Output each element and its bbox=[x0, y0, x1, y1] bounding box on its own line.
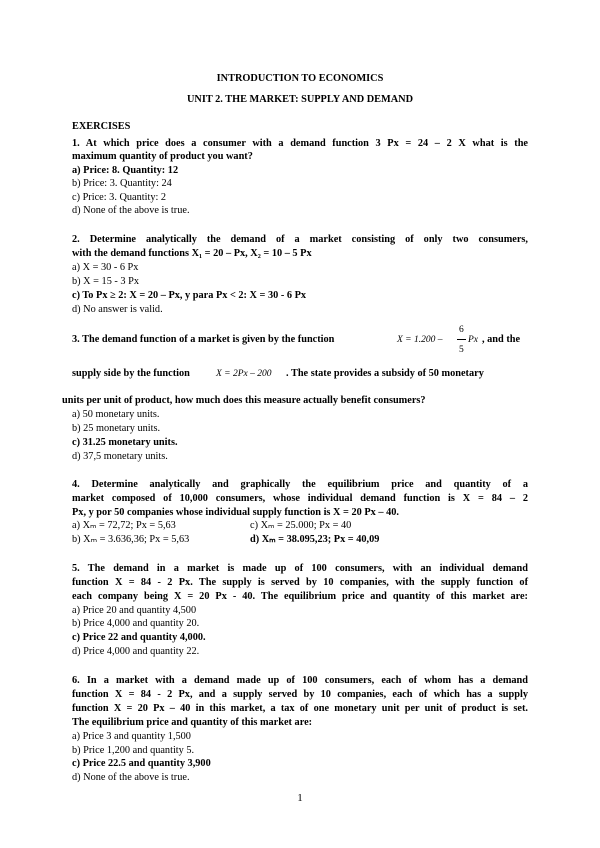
q6-text: The equilibrium price and quantity of this market are: bbox=[72, 717, 313, 728]
q2-option-d: d) No answer is valid. bbox=[72, 304, 163, 315]
q5-text: function X = 84 - 2 Px. The supply is served by 10 companies, with the supply function of bbox=[72, 577, 528, 588]
q3-option-d: d) 37,5 monetary units. bbox=[72, 451, 168, 462]
q6-text: 6. In a market with a demand made up of 100 consumers, each of whom has a demand bbox=[72, 675, 528, 686]
q3-option-c: c) 31.25 monetary units. bbox=[72, 437, 178, 448]
q4-option-c: c) Xₘ = 25.000; Px = 40 bbox=[250, 520, 352, 531]
q6-text: function X = 84 - 2 Px, and a supply served by 10 companies, each of which has a supply bbox=[72, 689, 528, 700]
q3-text: 3. The demand function of a market is given by the function bbox=[72, 334, 335, 345]
q3-formula-supply: X = 2Px – 200 bbox=[216, 369, 272, 379]
q2-option-c: c) To Px ≥ 2: X = 20 – Px, y para Px < 2: X = 30 - 6 Px bbox=[72, 290, 307, 301]
q4-option-d: d) Xₘ = 38.095,23; Px = 40,09 bbox=[250, 534, 380, 545]
header-subtitle: UNIT 2. THE MARKET: SUPPLY AND DEMAND bbox=[186, 94, 414, 105]
q1-text: maximum quantity of product you want? bbox=[72, 151, 253, 162]
q3-text: , and the bbox=[482, 334, 521, 345]
q3-option-a: a) 50 monetary units. bbox=[72, 409, 160, 420]
q5-option-b: b) Price 4,000 and quantity 20. bbox=[72, 618, 200, 629]
q4-text: 4. Determine analytically and graphically the equilibrium price and quantity of a bbox=[72, 479, 528, 490]
q6-option-c: c) Price 22.5 and quantity 3,900 bbox=[72, 758, 211, 769]
q2-text: 2. Determine analytically the demand of a market consisting of only two consumers, bbox=[72, 234, 528, 245]
q1-option-c: c) Price: 3. Quantity: 2 bbox=[72, 192, 167, 203]
q2-option-a: a) X = 30 - 6 Px bbox=[72, 262, 139, 273]
q1-option-b: b) Price: 3. Quantity: 24 bbox=[72, 178, 172, 189]
q3-formula-fraction-bar bbox=[457, 339, 466, 340]
q3-text: units per unit of product, how much does this measure actually benefit consumers? bbox=[62, 395, 426, 406]
q5-option-a: a) Price 20 and quantity 4,500 bbox=[72, 605, 197, 616]
q1-option-a: a) Price: 8. Quantity: 12 bbox=[72, 165, 179, 176]
q3-text: . The state provides a subsidy of 50 monetary bbox=[286, 368, 484, 379]
q3-formula-demand-left: X = 1.200 – bbox=[397, 335, 443, 345]
q1-option-d: d) None of the above is true. bbox=[72, 205, 190, 216]
header-title: INTRODUCTION TO ECONOMICS bbox=[216, 73, 384, 84]
q4-option-b: b) Xₘ = 3.636,36; Px = 5,63 bbox=[72, 534, 190, 545]
q4-text: market composed of 10,000 consumers, whose individual demand function is X = 84 – 2 bbox=[72, 493, 528, 504]
q5-text: 5. The demand in a market is made up of 100 consumers, with an individual demand bbox=[72, 563, 528, 574]
q3-text: supply side by the function bbox=[72, 368, 190, 379]
q6-option-d: d) None of the above is true. bbox=[72, 772, 190, 783]
q5-text: each company being X = 20 Px - 40. The equilibrium price and quantity of this market are: bbox=[72, 591, 528, 602]
q6-text: function X = 20 Px – 40 in this market, a tax of one monetary unit per unit of product is set. bbox=[72, 703, 528, 714]
q4-option-a: a) Xₘ = 72,72; Px = 5,63 bbox=[72, 520, 176, 531]
q5-option-c: c) Price 22 and quantity 4,000. bbox=[72, 632, 206, 643]
q3-option-b: b) 25 monetary units. bbox=[72, 423, 161, 434]
q4-text: Px, y por 50 companies whose individual supply function is X = 20 Px – 40. bbox=[72, 507, 399, 518]
q1-text: 1. At which price does a consumer with a demand function 3 Px = 24 – 2 X what is the bbox=[72, 138, 528, 149]
q5-option-d: d) Price 4,000 and quantity 22. bbox=[72, 646, 200, 657]
q3-formula-fraction-num: 6 bbox=[459, 325, 464, 335]
q6-option-a: a) Price 3 and quantity 1,500 bbox=[72, 731, 191, 742]
q3-formula-demand-right: Px bbox=[468, 335, 479, 345]
q2-text: with the demand functions X₁ = 20 – Px, X₂ = 10 – 5 Px bbox=[72, 248, 312, 259]
q3-formula-fraction-den: 5 bbox=[459, 345, 464, 355]
q6-option-b: b) Price 1,200 and quantity 5. bbox=[72, 745, 195, 756]
page-number: 1 bbox=[297, 792, 303, 804]
q2-option-b: b) X = 15 - 3 Px bbox=[72, 276, 140, 287]
section-title: EXERCISES bbox=[72, 121, 131, 132]
